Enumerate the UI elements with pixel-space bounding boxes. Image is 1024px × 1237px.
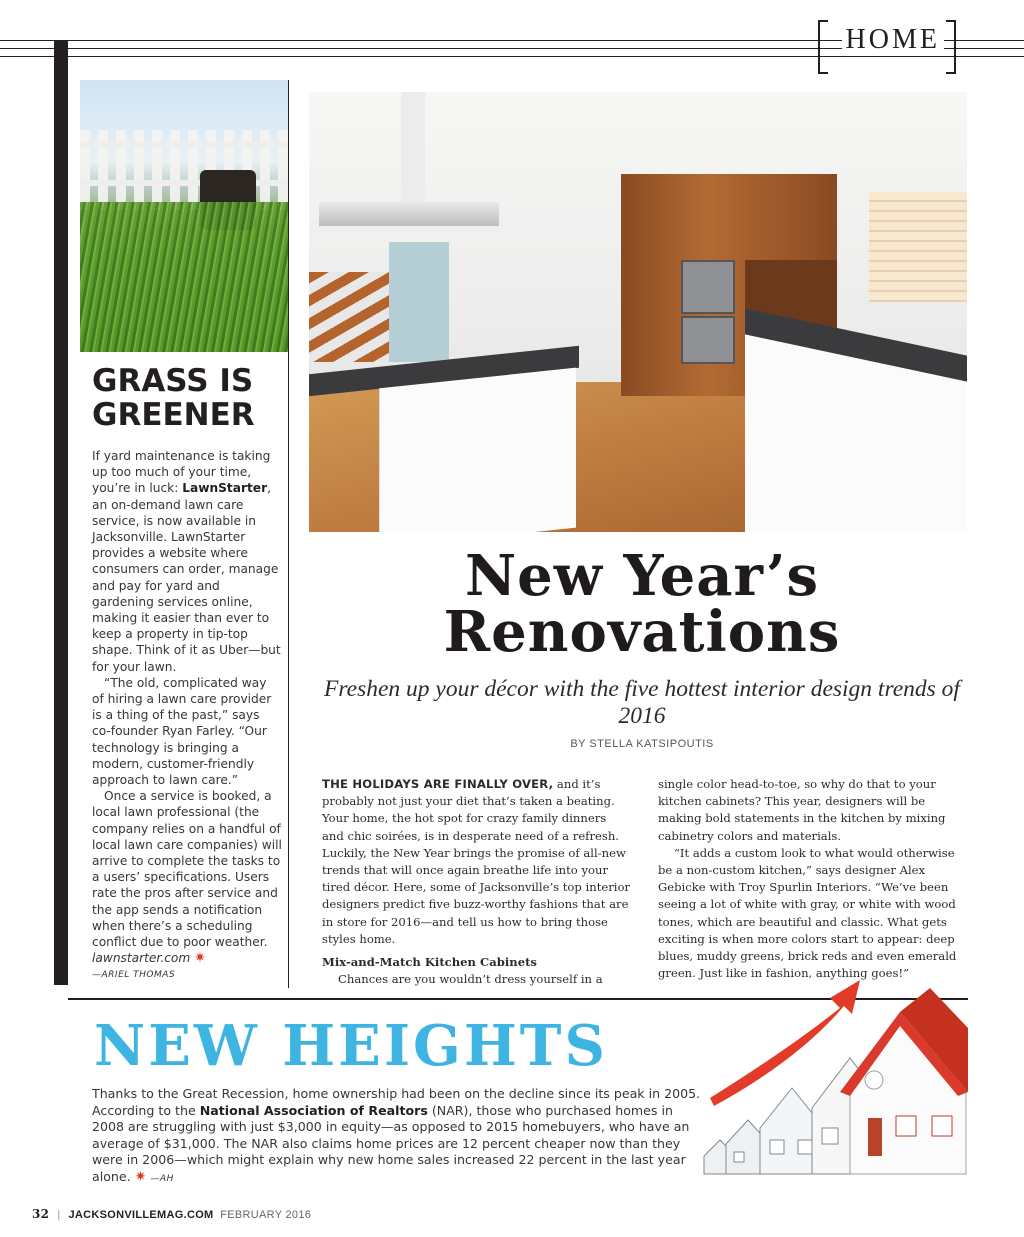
section-tag: HOME xyxy=(842,24,944,56)
fence-rail xyxy=(80,142,288,148)
sidebar-title-line1: GRASS IS xyxy=(92,363,254,399)
sidebar-byline: —ARIEL THOMAS xyxy=(92,969,176,980)
lawn-mower-photo xyxy=(80,80,288,352)
sidebar-p3-text: Once a service is booked, a local lawn professional (the company relies on a handful of local lawn care companies) will arrive to complete the tasks to a users’ specifications. Users rate the pros after service and the app sends a notification when there’s a scheduling conflict due to poor weather. xyxy=(92,789,282,950)
article-column-1 xyxy=(322,776,630,988)
sidebar-paragraph-2: “The old, complicated way of hiring a lawn care provider is a thing of the past,” says co-founder Ryan Farley. “Our technology is bringing a modern, customer-friendly approach to lawn care.” xyxy=(92,675,272,788)
article-column-2 xyxy=(658,776,966,982)
wall-oven-lower xyxy=(681,316,735,364)
article-paragraph-2: Chances are you wouldn’t dress yourself in a xyxy=(338,972,603,987)
sidebar-title-line2: GREENER xyxy=(92,397,255,433)
nh-byline: —AH xyxy=(150,1173,174,1184)
kitchen-window xyxy=(869,192,967,302)
sidebar-title xyxy=(92,364,282,432)
footer-date: FEBRUARY 2016 xyxy=(220,1209,312,1221)
article-title-line1: New Year’s xyxy=(464,543,820,609)
kitchen-glass-panel xyxy=(389,242,449,362)
article-paragraph-1 xyxy=(322,776,630,948)
article-title-line2: Renovations xyxy=(443,599,841,665)
houses-arrow-illustration xyxy=(700,968,968,1178)
lawnstarter-link: lawnstarter.com xyxy=(92,951,191,966)
sidebar-divider xyxy=(288,80,289,988)
kitchen-photo xyxy=(309,92,967,532)
nh-text-end: (NAR), those who purchased homes in 2008 are struggling with just $3,000 in equity—as opposed to 2015 homebuyers, who have an average of $31,000. The NAR also claims home prices are 12 percent cheaper now than they were in 2006—which might explain why new home sales increased 22 percent in the last year alone. xyxy=(92,1102,690,1184)
sidebar-paragraph-1 xyxy=(92,448,282,675)
wall-oven-upper xyxy=(681,260,735,314)
new-heights-body xyxy=(92,1086,702,1188)
grass-illustration xyxy=(80,202,288,352)
house-red-roof xyxy=(840,988,968,1174)
footer-separator: | xyxy=(57,1209,61,1221)
article-subhead: Mix-and-Match Kitchen Cabinets xyxy=(322,955,537,970)
sidebar-p1-text: If yard maintenance is taking up too much of your time, you’re in luck: xyxy=(92,449,271,496)
article-title xyxy=(312,543,972,665)
fence-rail xyxy=(80,180,288,186)
kitchen-stairs xyxy=(309,272,389,362)
star-icon: ✷ xyxy=(134,1168,147,1185)
article-deck: Freshen up your décor with the five hottest interior design trends of 2016 xyxy=(324,676,960,729)
sidebar-paragraph-3 xyxy=(92,788,282,966)
article-paragraph-3: single color head-to-toe, so why do that to your kitchen cabinets? This year, designers will be making bold statements in the kitchen by mixing cabinetry colors and materials. xyxy=(658,777,946,843)
sidebar-p1-text-end: , an on-demand lawn care service, is now available in Jacksonville. LawnStarter provides a website where consumers can order, manage and pay for yard and gardening services online, making it easier than ever to keep a property in tip-top shape. Think of it as Uber—but for your lawn. xyxy=(92,481,281,674)
left-base-cabinets xyxy=(379,368,576,532)
nh-text-start: Thanks to the Great Recession, home ownership had been on the decline since its peak in 2005. According to the xyxy=(92,1086,701,1118)
range-hood xyxy=(319,202,499,226)
header-rule-3 xyxy=(0,56,1024,57)
star-icon: ✷ xyxy=(194,950,206,967)
page-footer xyxy=(32,1207,311,1221)
range-hood-chimney xyxy=(401,92,425,204)
page-number: 32 xyxy=(32,1207,50,1221)
sidebar-body xyxy=(92,448,282,983)
nar-bold: National Association of Realtors xyxy=(199,1102,428,1118)
article-lead-in: THE HOLIDAYS ARE FINALLY OVER, xyxy=(322,777,554,791)
section-bracket-left xyxy=(818,20,828,74)
article-paragraph-4: “It adds a custom look to what would otherwise be a non-custom kitchen,” says designer Alex Gebicke with Troy Spurlin Interiors. “We’ve been seeing a lot of white with gray, or white with wood tones, which are beautiful and classic. What gets exciting is when more colors start to appear: deep blues, muddy greens, brick reds and even emerald green. Just like in fashion, anything goes!” xyxy=(658,845,957,981)
left-accent-bar xyxy=(54,40,68,985)
sidebar-lawnstarter-bold: LawnStarter xyxy=(182,481,268,496)
article-byline: BY STELLA KATSIPOUTIS xyxy=(570,738,714,750)
footer-site: JACKSONVILLEMAG.COM xyxy=(68,1209,214,1221)
article-p1-text: and it’s probably not just your diet that’s taken a beating. Your home, the hot spot for crazy family dinners and chic soirées, is in desperate need of a refresh. Luckily, the New Year brings the promise of all-new trends that will once again breathe life into your tired décor. Here, some of Jacksonville’s top interior designers predict five buzz-worthy fashions that are in store for 2016—and tell us how to bring those styles home. xyxy=(322,777,630,946)
new-heights-title: NEW HEIGHTS xyxy=(94,1013,608,1079)
section-bracket-right xyxy=(946,20,956,74)
